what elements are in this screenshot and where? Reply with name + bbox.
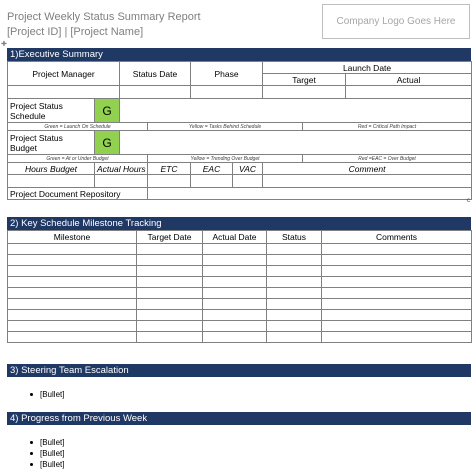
milestone-cell[interactable] bbox=[322, 255, 472, 266]
table-row bbox=[8, 299, 472, 310]
milestone-cell[interactable] bbox=[267, 277, 322, 288]
milestone-cell[interactable] bbox=[322, 299, 472, 310]
target-date-cell[interactable] bbox=[263, 86, 346, 99]
milestone-cell[interactable] bbox=[267, 244, 322, 255]
milestone-cell[interactable] bbox=[203, 321, 267, 332]
eac-header: EAC bbox=[191, 163, 233, 175]
budget-legend-green: Green = At or Under Budget bbox=[8, 155, 148, 163]
table-move-handle-icon[interactable]: ✚ bbox=[1, 41, 7, 48]
project-id-name: [Project ID] | [Project Name] bbox=[7, 26, 144, 38]
target-header: Target bbox=[263, 74, 346, 86]
actual-date-cell[interactable] bbox=[346, 86, 472, 99]
table-row bbox=[8, 244, 472, 255]
milestone-cell[interactable] bbox=[203, 288, 267, 299]
milestone-cell[interactable] bbox=[137, 255, 203, 266]
executive-summary-table bbox=[7, 61, 472, 200]
bullet-dot-icon bbox=[30, 452, 33, 455]
milestone-cell[interactable] bbox=[8, 244, 137, 255]
milestone-cell[interactable] bbox=[8, 288, 137, 299]
milestone-cell[interactable] bbox=[137, 266, 203, 277]
table-row bbox=[8, 255, 472, 266]
milestone-cell[interactable] bbox=[322, 288, 472, 299]
hours-budget-header: Hours Budget bbox=[8, 163, 95, 175]
milestone-column-header: Milestone bbox=[8, 231, 137, 244]
section-executive-summary-header: 1)Executive Summary bbox=[7, 48, 471, 61]
milestone-cell[interactable] bbox=[137, 332, 203, 343]
phase-cell[interactable] bbox=[191, 86, 263, 99]
milestone-cell[interactable] bbox=[203, 332, 267, 343]
milestone-cell[interactable] bbox=[137, 288, 203, 299]
budget-status-indicator[interactable]: G bbox=[95, 131, 120, 155]
milestone-cell[interactable] bbox=[267, 299, 322, 310]
schedule-legend-red: Red = Critical Path Impact bbox=[303, 123, 472, 131]
milestone-cell[interactable] bbox=[322, 310, 472, 321]
milestone-cell[interactable] bbox=[322, 332, 472, 343]
milestone-cell[interactable] bbox=[8, 266, 137, 277]
milestone-cell[interactable] bbox=[267, 321, 322, 332]
schedule-status-label: Project Status Schedule bbox=[8, 99, 95, 123]
milestone-cell[interactable] bbox=[137, 299, 203, 310]
progress-bullet[interactable]: [Bullet] bbox=[30, 438, 64, 448]
table-row bbox=[8, 266, 472, 277]
milestone-cell[interactable] bbox=[322, 266, 472, 277]
bullet-dot-icon bbox=[30, 441, 33, 444]
document-repository-link[interactable] bbox=[148, 188, 472, 200]
milestone-cell[interactable] bbox=[8, 332, 137, 343]
milestone-cell[interactable] bbox=[8, 277, 137, 288]
bullet-dot-icon bbox=[30, 393, 33, 396]
schedule-status-indicator[interactable]: G bbox=[95, 99, 120, 123]
budget-status-notes[interactable] bbox=[120, 131, 472, 155]
milestone-cell[interactable] bbox=[203, 266, 267, 277]
hours-budget-cell[interactable] bbox=[8, 175, 95, 188]
progress-bullet[interactable]: [Bullet] bbox=[30, 460, 64, 470]
table-row bbox=[8, 332, 472, 343]
milestone-cell[interactable] bbox=[203, 277, 267, 288]
milestone-cell[interactable] bbox=[267, 332, 322, 343]
milestone-cell[interactable] bbox=[203, 244, 267, 255]
schedule-legend-green: Green = Launch On Schedule bbox=[8, 123, 148, 131]
launch-date-header: Launch Date bbox=[263, 62, 472, 74]
milestone-cell[interactable] bbox=[322, 321, 472, 332]
report-title: Project Weekly Status Summary Report bbox=[7, 11, 201, 23]
phase-header: Phase bbox=[191, 62, 263, 86]
budget-legend-yellow: Yellow = Trending Over Budget bbox=[148, 155, 303, 163]
actual-hours-cell[interactable] bbox=[95, 175, 148, 188]
section-steering-escalation-header: 3) Steering Team Escalation bbox=[7, 364, 471, 377]
eac-cell[interactable] bbox=[191, 175, 233, 188]
bullet-dot-icon bbox=[30, 463, 33, 466]
table-row bbox=[8, 288, 472, 299]
project-manager-header: Project Manager bbox=[8, 62, 120, 86]
milestone-cell[interactable] bbox=[203, 299, 267, 310]
milestone-cell[interactable] bbox=[267, 288, 322, 299]
vac-cell[interactable] bbox=[233, 175, 263, 188]
milestone-cell[interactable] bbox=[203, 255, 267, 266]
vac-header: VAC bbox=[233, 163, 263, 175]
table-row bbox=[8, 277, 472, 288]
project-manager-cell[interactable] bbox=[8, 86, 120, 99]
section-milestone-tracking-header: 2) Key Schedule Milestone Tracking bbox=[7, 217, 471, 230]
schedule-status-notes[interactable] bbox=[120, 99, 472, 123]
milestone-cell[interactable] bbox=[267, 255, 322, 266]
edge-mark: c bbox=[467, 198, 470, 204]
budget-status-label: Project Status Budget bbox=[8, 131, 95, 155]
etc-cell[interactable] bbox=[148, 175, 191, 188]
milestone-cell[interactable] bbox=[8, 321, 137, 332]
table-row bbox=[8, 321, 472, 332]
status-date-cell[interactable] bbox=[120, 86, 191, 99]
target-date-column-header: Target Date bbox=[137, 231, 203, 244]
document-repository-label: Project Document Repository bbox=[8, 188, 148, 200]
milestone-cell[interactable] bbox=[8, 299, 137, 310]
comments-column-header: Comments bbox=[322, 231, 472, 244]
actual-date-column-header: Actual Date bbox=[203, 231, 267, 244]
milestone-cell[interactable] bbox=[137, 244, 203, 255]
milestone-cell[interactable] bbox=[267, 310, 322, 321]
schedule-legend-yellow: Yellow = Tasks Behind Schedule bbox=[148, 123, 303, 131]
milestone-cell[interactable] bbox=[267, 266, 322, 277]
comment-cell[interactable] bbox=[263, 175, 472, 188]
milestone-cell[interactable] bbox=[322, 277, 472, 288]
etc-header: ETC bbox=[148, 163, 191, 175]
table-row bbox=[8, 310, 472, 321]
milestone-cell[interactable] bbox=[137, 321, 203, 332]
progress-bullet[interactable]: [Bullet] bbox=[30, 449, 64, 459]
milestone-table bbox=[7, 230, 472, 343]
comment-header: Comment bbox=[263, 163, 472, 175]
company-logo-placeholder: Company Logo Goes Here bbox=[322, 4, 470, 39]
milestone-cell[interactable] bbox=[322, 244, 472, 255]
milestone-cell[interactable] bbox=[203, 310, 267, 321]
section-progress-header: 4) Progress from Previous Week bbox=[7, 412, 471, 425]
milestone-cell[interactable] bbox=[137, 310, 203, 321]
status-date-header: Status Date bbox=[120, 62, 191, 86]
milestone-cell[interactable] bbox=[8, 310, 137, 321]
status-column-header: Status bbox=[267, 231, 322, 244]
actual-hours-header: Actual Hours bbox=[95, 163, 148, 175]
actual-header: Actual bbox=[346, 74, 472, 86]
milestone-cell[interactable] bbox=[8, 255, 137, 266]
budget-legend-red: Red =EAC = Over Budget bbox=[303, 155, 472, 163]
milestone-cell[interactable] bbox=[137, 277, 203, 288]
escalation-bullet[interactable]: [Bullet] bbox=[30, 390, 64, 400]
